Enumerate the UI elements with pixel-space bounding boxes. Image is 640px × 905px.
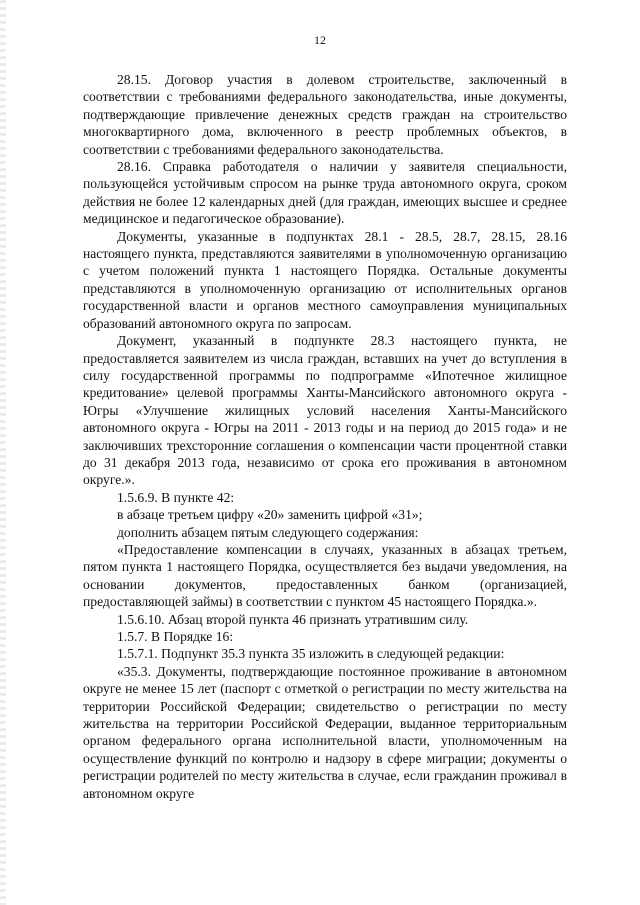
paragraph-1-5-7: 1.5.7. В Порядке 16: bbox=[117, 629, 234, 644]
document-body bbox=[83, 71, 567, 802]
paragraph-documents-listed: Документы, указанные в подпунктах 28.1 - 28.5, 28.7, 28.15, 28.16 настоящего пункта, представляются заявителями в уполномоченную организацию с учетом положений пункта 1 настоящего Порядка. Остальные документы представляются в уполномоченную организацию от исполнительных органов государственной власти и органов местного самоуправления муниципальных образований автономного округа по запросам. bbox=[83, 228, 567, 331]
paragraph-compensation: «Предоставление компенсации в случаях, указанных в абзацах третьем, пятом пункта 1 настоящего Порядка, осуществляется без выдачи уведомления, на основании документов, предоставленных банком (организацией, предоставляющей займы) в соответствии с пунктом 45 настоящего Порядка.». bbox=[83, 541, 567, 610]
paragraph-28-15: 28.15. Договор участия в долевом строительстве, заключенный в соответствии с требованиями федерального законодательства, иные документы, подтверждающие привлечение денежных средств граждан на строительство многоквартирного дома, включенного в реестр проблемных объектов, в соответствии с требованиями федерального законодательства. bbox=[83, 72, 567, 157]
paragraph-35-3: «35.3. Документы, подтверждающие постоянное проживание в автономном округе не менее 15 лет (паспорт с отметкой о регистрации по месту жительства на территории Российской Федерации; свидетельство о регистрации по месту жительства на территории Российской Федерации, выданное территориальным органом федерального органа исполнительной власти, уполномоченным на осуществление функций по контролю и надзору в сфере миграции; документы о регистрации родителей по месту жительства в случае, если гражданин проживал в автономном округе bbox=[83, 663, 567, 801]
paragraph-document-28-3: Документ, указанный в подпункте 28.3 настоящего пункта, не предоставляется заявителем из числа граждан, вставших на учет до вступления в силу государственной программы по подпрограмме «Ипотечное жилищное кредитование» целевой программы Ханты-Мансийского автономного округа - Югры «Улучшение жилищных условий населения Ханты-Мансийского автономного округа - Югры на 2011 - 2013 годы и на период до 2015 года» и не заключивших трехсторонние соглашения о компенсации части процентной ставки до 31 декабря 2013 года, независимо от срока его проживания в автономном округе.». bbox=[83, 333, 567, 488]
paragraph-28-16: 28.16. Справка работодателя о наличии у заявителя специальности, пользующейся устойчивым спросом на рынке труда автономного округа, сроком действия не более 12 календарных дней (для граждан, имеющих высшее и среднее медицинское и педагогическое образование). bbox=[83, 159, 567, 227]
paragraph-replace-digit: в абзаце третьем цифру «20» заменить цифрой «31»; bbox=[117, 507, 423, 523]
paragraph-add-fifth: дополнить абзацем пятым следующего содержания: bbox=[117, 524, 419, 540]
paragraph-1-5-7-1: 1.5.7.1. Подпункт 35.3 пункта 35 изложить в следующей редакции: bbox=[117, 646, 505, 662]
paragraph-1-5-6-9: 1.5.6.9. В пункте 42: bbox=[117, 489, 235, 505]
scan-edge-decoration bbox=[0, 0, 6, 905]
paragraph-1-5-6-10: 1.5.6.10. Абзац второй пункта 46 признать утратившим силу. bbox=[117, 611, 469, 627]
page-number: 12 bbox=[314, 33, 326, 47]
